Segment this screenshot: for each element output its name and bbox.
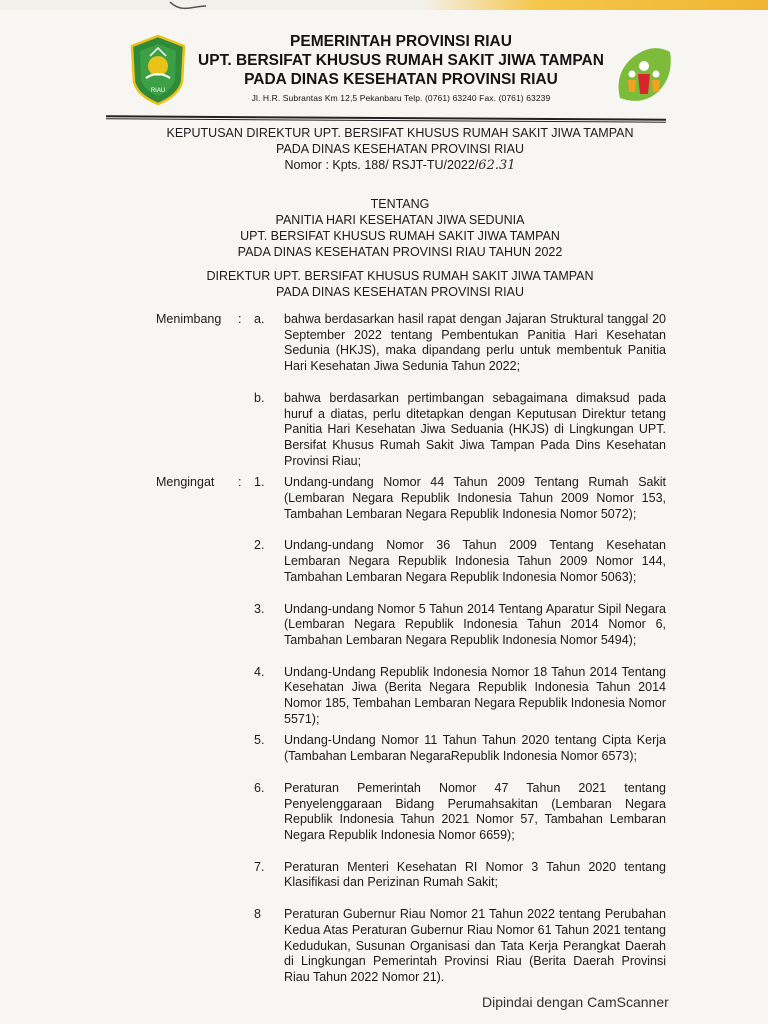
considering-item (156, 391, 666, 470)
recalling-label: Mengingat (156, 475, 215, 490)
director-line-1: DIREKTUR UPT. BERSIFAT KHUSUS RUMAH SAKIT JIWA TAMPAN (206, 269, 594, 283)
scan-edge-strip (0, 0, 768, 10)
letterhead-line-3: PADA DINAS KESEHATAN PROVINSI RIAU (244, 71, 558, 88)
mental-health-family-logo-icon (612, 44, 674, 106)
item-number: 1. (254, 475, 265, 490)
recalling-item (156, 860, 666, 891)
decree-number-handwritten: 62.31 (478, 158, 516, 173)
item-number: 6. (254, 780, 265, 795)
about-heading: TENTANG (370, 197, 430, 211)
recalling-item (156, 538, 666, 585)
decree-number (120, 157, 680, 174)
about-line-2: UPT. BERSIFAT KHUSUS RUMAH SAKIT JIWA TAMPAN (240, 229, 560, 243)
recalling-item (156, 602, 666, 649)
item-number: a. (254, 312, 265, 326)
item-number: 7. (254, 859, 265, 874)
decree-title (120, 125, 680, 174)
scanner-watermark: Dipindai dengan CamScanner (482, 994, 669, 1010)
considering-item (156, 312, 666, 375)
item-text: bahwa berdasarkan pertimbangan sebagaimana dimaksud pada huruf a diatas, perlu ditetapkan dengan Keputusan Direktur tetang Panitia Hari Kesehatan Jiwa Seduania (HKJS) di Lingkungan UPT. Bersifat Khusus Rumah Sakit Jiwa Tampan Pada Dins Kesehatan Provinsi Riau; (284, 390, 666, 468)
recalling-colon: : (238, 475, 242, 490)
recalling-item (156, 665, 666, 728)
item-number: 8 (254, 907, 261, 922)
riau-province-emblem-icon (128, 34, 188, 106)
recalling-item (156, 907, 666, 986)
item-text: Peraturan Pemerintah Nomor 47 Tahun 2021 tentang Penyelenggaraan Bidang Perumahsakitan (Lembaran Negara Republik Indonesia Tahun 2021 Nomor 57, Tambahan Lembaran Negara Republik Indonesia Nomor 6659); (284, 780, 666, 842)
recalling-item (156, 781, 666, 844)
decree-body (156, 312, 666, 986)
considering-label: Menimbang (156, 312, 222, 326)
letterhead-line-2: UPT. BERSIFAT KHUSUS RUMAH SAKIT JIWA TAMPAN (198, 52, 604, 69)
director-heading (120, 268, 680, 300)
letterhead-line-1: PEMERINTAH PROVINSI RIAU (290, 33, 512, 50)
item-text: Undang-undang Nomor 36 Tahun 2009 Tentang Kesehatan Lembaran Negara Republik Indonesia Tahun 2009 Nomor 144, Tambahan Lembaran Negara Republik Indonesia Nomor 5063); (284, 538, 666, 584)
item-number: 4. (254, 664, 265, 679)
decree-line-1: KEPUTUSAN DIREKTUR UPT. BERSIFAT KHUSUS RUMAH SAKIT JIWA TAMPAN (166, 126, 634, 140)
item-number: 5. (254, 733, 265, 748)
about-section (120, 196, 680, 260)
item-text: Undang-Undang Nomor 11 Tahun Tahun 2020 tentang Cipta Kerja (Tambahan Lembaran NegaraRepublik Indonesia Nomor 6573); (284, 733, 666, 764)
considering-colon: : (238, 312, 242, 326)
letterhead-address: Jl. H.R. Subrantas Km 12,5 Pekanbaru Telp. (0761) 63240 Fax. (0761) 63239 (251, 93, 551, 103)
item-text: bahwa berdasarkan hasil rapat dengan Jajaran Struktural tanggal 20 September 2022 tentang Pembentukan Panitia Hari Kesehatan Sedunia (HKJS), maka dipandang perlu untuk membentuk Panitia Hari Kesehatan Jiwa Sedunia Tahun 2022; (284, 312, 666, 374)
item-number: 3. (254, 601, 265, 616)
item-text: Undang-undang Nomor 5 Tahun 2014 Tentang Aparatur Sipil Negara (Lembaran Negara Republik Indonesia Tahun 2014 Nomor 6, Tambahan Lembaran Negara Republik Indonesia Nomor 5494); (284, 601, 666, 647)
director-line-2: PADA DINAS KESEHATAN PROVINSI RIAU (276, 285, 524, 299)
item-number: 2. (254, 538, 265, 553)
about-line-1: PANITIA HARI KESEHATAN JIWA SEDUNIA (275, 213, 525, 227)
pen-mark (168, 0, 208, 14)
item-number: b. (254, 390, 265, 405)
decree-number-label: Nomor : Kpts. 188/ RSJT-TU/2022/ (284, 158, 479, 172)
letterhead (196, 32, 606, 105)
emblem-text: RIAU (150, 88, 166, 94)
item-text: Peraturan Menteri Kesehatan RI Nomor 3 Tahun 2020 tentang Klasifikasi dan Perizinan Rumah Sakit; (284, 859, 666, 890)
recalling-item (156, 733, 666, 764)
item-text: Undang-Undang Republik Indonesia Nomor 18 Tahun 2014 Tentang Kesehatan Jiwa (Berita Negara Republik Indonesia Tahun 2014 Nomor 185, Tembahan Lembaran Negara Republik Indonesia Nomor 5571); (284, 664, 666, 726)
about-line-3: PADA DINAS KESEHATAN PROVINSI RIAU TAHUN 2022 (237, 245, 563, 259)
decree-line-2: PADA DINAS KESEHATAN PROVINSI RIAU (276, 142, 524, 156)
item-text: Peraturan Gubernur Riau Nomor 21 Tahun 2022 tentang Perubahan Kedua Atas Peraturan Gubernur Riau Nomor 61 Tahun 2021 tentang Kedudukan, Susunan Organisasi dan Tata Kerja Perangkat Daerah di Lingkungan Pemerintah Provinsi Riau (Berita Daerah Provinsi Riau Tahun 2022 Nomor 21). (284, 907, 666, 984)
item-text: Undang-undang Nomor 44 Tahun 2009 Tentang Rumah Sakit (Lembaran Negara Republik Indonesia Tahun 2009 Nomor 153, Tambahan Lembaran Negara Republik Indonesia Nomor 5072); (284, 475, 666, 521)
recalling-item (156, 475, 666, 522)
